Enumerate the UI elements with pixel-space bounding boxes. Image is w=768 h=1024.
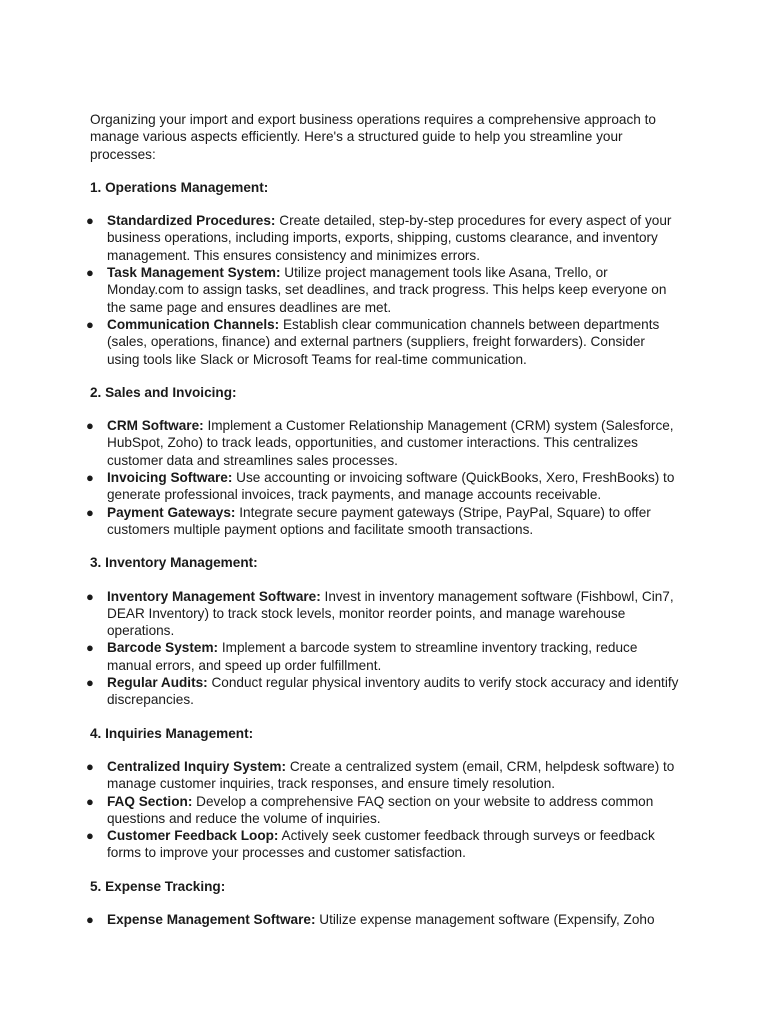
item-text: Conduct regular physical inventory audits to verify stock accuracy and identify discrepancies. xyxy=(107,675,679,708)
list-item xyxy=(86,588,680,640)
section-heading: 1. Operations Management: xyxy=(90,179,269,195)
list-item xyxy=(86,417,680,469)
bullet-list xyxy=(86,758,680,862)
list-item xyxy=(86,316,680,368)
item-term: Inventory Management Software: xyxy=(107,588,321,604)
item-text: Utilize expense management software (Expensify, Zoho xyxy=(319,911,655,927)
item-term: Barcode System: xyxy=(107,640,219,656)
item-text: Implement a barcode system to streamline inventory tracking, reduce manual errors, and speed up order fulfillment. xyxy=(107,640,638,673)
bullet-icon: ● xyxy=(86,640,94,656)
section-heading: 3. Inventory Management: xyxy=(90,555,258,571)
bullet-list xyxy=(86,911,680,928)
sections-container xyxy=(86,179,680,928)
item-term: CRM Software: xyxy=(107,418,204,434)
bullet-list xyxy=(86,588,680,709)
bullet-icon: ● xyxy=(86,675,94,691)
bullet-icon: ● xyxy=(86,265,94,281)
bullet-icon: ● xyxy=(86,316,94,332)
item-text: Actively seek customer feedback through surveys or feedback forms to improve your processes and customer satisfaction. xyxy=(107,828,655,861)
item-text: Invest in inventory management software (Fishbowl, Cin7, DEAR Inventory) to track stock levels, monitor reorder points, and manage warehouse operations. xyxy=(107,588,674,639)
item-term: Communication Channels: xyxy=(107,316,280,332)
item-text: Use accounting or invoicing software (QuickBooks, Xero, FreshBooks) to generate professional invoices, track payments, and manage accounts receivable. xyxy=(107,470,675,503)
list-item xyxy=(86,212,680,264)
list-item xyxy=(86,758,680,793)
section-heading: 4. Inquiries Management: xyxy=(90,725,254,741)
list-item xyxy=(86,911,680,928)
item-text: Implement a Customer Relationship Management (CRM) system (Salesforce, HubSpot, Zoho) to track leads, opportunities, and customer interactions. This centralizes customer data and streamlines sales processes. xyxy=(107,418,674,468)
bullet-icon: ● xyxy=(86,504,94,520)
item-text: Create detailed, step-by-step procedures for every aspect of your business operations, including imports, exports, shipping, customs clearance, and inventory management. This ensures consistency and minimizes errors. xyxy=(107,213,672,263)
intro-paragraph: Organizing your import and export business operations requires a comprehensive approach to manage various aspects efficiently. Here's a structured guide to help you streamline your processes: xyxy=(90,112,656,162)
bullet-icon: ● xyxy=(86,213,94,229)
item-term: Centralized Inquiry System: xyxy=(107,758,287,774)
item-text: Integrate secure payment gateways (Stripe, PayPal, Square) to offer customers multiple payment options and facilitate smooth transactions. xyxy=(107,504,651,537)
item-term: Expense Management Software: xyxy=(107,911,316,927)
list-item xyxy=(86,639,680,674)
item-term: Customer Feedback Loop: xyxy=(107,828,279,844)
item-text: Create a centralized system (email, CRM, helpdesk software) to manage customer inquiries, track responses, and ensure timely resolution. xyxy=(107,758,675,792)
item-term: Standardized Procedures: xyxy=(107,213,276,229)
list-item xyxy=(86,827,680,862)
item-term: Invoicing Software: xyxy=(107,470,233,486)
item-term: Regular Audits: xyxy=(107,675,208,691)
item-term: FAQ Section: xyxy=(107,793,193,809)
bullet-icon: ● xyxy=(86,828,94,844)
item-text: Utilize project management tools like Asana, Trello, or Monday.com to assign tasks, set deadlines, and track progress. This helps keep everyone on the same page and ensures deadlines are met. xyxy=(107,265,667,315)
document-page xyxy=(86,111,680,944)
bullet-icon: ● xyxy=(86,793,94,809)
item-text: Develop a comprehensive FAQ section on your website to address common questions and reduce the volume of inquiries. xyxy=(107,793,654,826)
bullet-list xyxy=(86,417,680,538)
item-term: Payment Gateways: xyxy=(107,504,236,520)
list-item xyxy=(86,264,680,316)
item-term: Task Management System: xyxy=(107,265,281,281)
item-text: Establish clear communication channels between departments (sales, operations, finance) and external partners (suppliers, freight forwarders). Consider using tools like Slack or Microsoft Teams for real-time communication. xyxy=(107,316,660,367)
section-heading: 2. Sales and Invoicing: xyxy=(90,384,237,400)
bullet-icon: ● xyxy=(86,911,94,927)
list-item xyxy=(86,674,680,709)
bullet-icon: ● xyxy=(86,470,94,486)
list-item xyxy=(86,504,680,539)
bullet-icon: ● xyxy=(86,588,94,604)
list-item xyxy=(86,793,680,828)
bullet-icon: ● xyxy=(86,418,94,434)
bullet-icon: ● xyxy=(86,758,94,774)
bullet-list xyxy=(86,212,680,368)
section-heading: 5. Expense Tracking: xyxy=(90,878,226,894)
list-item xyxy=(86,469,680,504)
